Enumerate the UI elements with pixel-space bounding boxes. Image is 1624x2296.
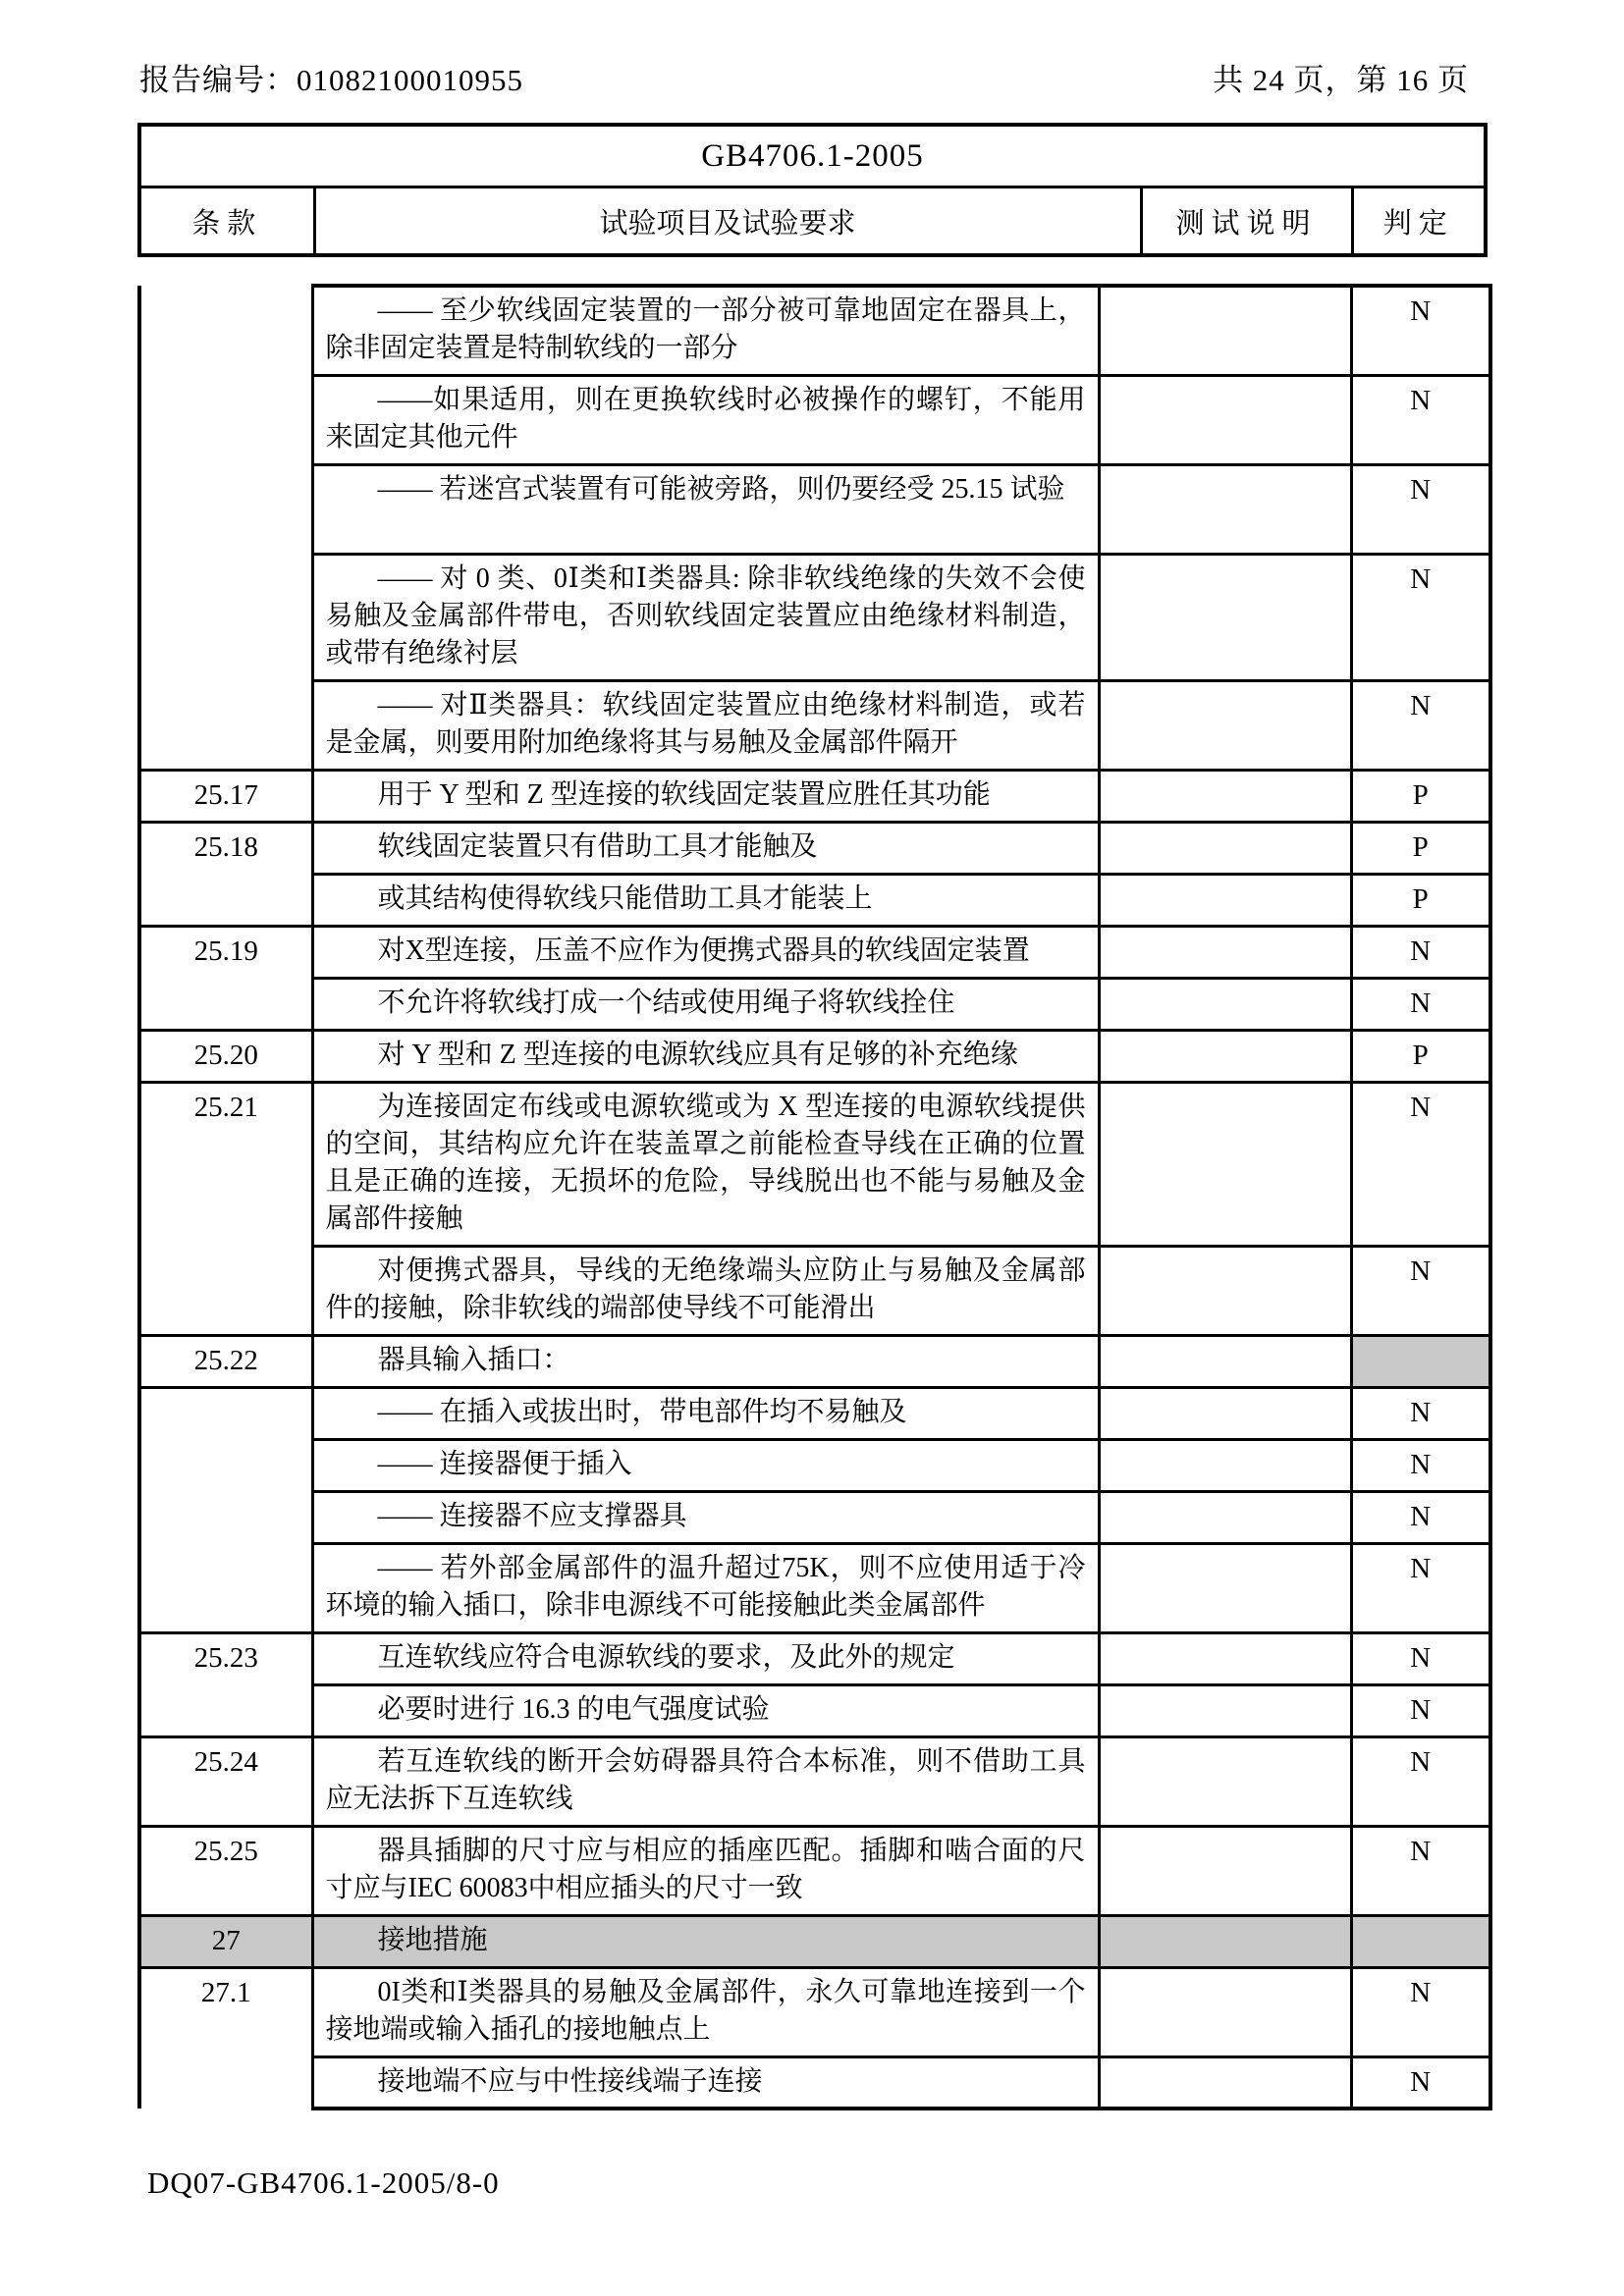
test-item-cell: 对 Y 型和 Z 型连接的电源软线应具有足够的补充绝缘 bbox=[312, 1030, 1099, 1082]
test-note-cell bbox=[1099, 286, 1351, 375]
verdict-cell: N bbox=[1351, 1439, 1490, 1491]
body-table bbox=[137, 284, 1492, 2110]
table-row bbox=[139, 1543, 1490, 1632]
test-item-cell: 对便携式器具，导线的无绝缘端头应防止与易触及金属部件的接触，除非软线的端部使导线不可能滑出 bbox=[312, 1246, 1099, 1335]
doc-code: DQ07-GB4706.1-2005/8-0 bbox=[147, 2165, 500, 2200]
header-table bbox=[137, 123, 1488, 257]
clause-cell: 25.17 bbox=[139, 770, 312, 822]
test-item-cell: 接地措施 bbox=[312, 1915, 1099, 1967]
clause-cell bbox=[139, 286, 312, 770]
test-note-cell bbox=[1099, 822, 1351, 874]
page-header bbox=[139, 55, 1469, 99]
clause-cell bbox=[139, 1387, 312, 1632]
test-note-cell bbox=[1099, 1030, 1351, 1082]
table-row bbox=[139, 680, 1490, 770]
clause-cell: 25.24 bbox=[139, 1736, 312, 1826]
verdict-cell: N bbox=[1351, 286, 1490, 375]
test-item-cell: 用于 Y 型和 Z 型连接的软线固定装置应胜任其功能 bbox=[312, 770, 1099, 822]
test-note-cell bbox=[1099, 926, 1351, 978]
standard-title-row bbox=[139, 125, 1486, 187]
table-row bbox=[139, 554, 1490, 680]
test-item-cell: —— 连接器便于插入 bbox=[312, 1439, 1099, 1491]
table-row bbox=[139, 1915, 1490, 1967]
test-note-cell bbox=[1099, 1632, 1351, 1684]
test-note-cell bbox=[1099, 1736, 1351, 1826]
test-item-cell: —— 在插入或拔出时，带电部件均不易触及 bbox=[312, 1387, 1099, 1439]
verdict-cell: N bbox=[1351, 1387, 1490, 1439]
body-table-rows bbox=[139, 286, 1490, 2109]
verdict-cell: P bbox=[1351, 770, 1490, 822]
test-item-cell: 对X型连接，压盖不应作为便携式器具的软线固定装置 bbox=[312, 926, 1099, 978]
table-row bbox=[139, 1967, 1490, 2056]
test-item-cell: 若互连软线的断开会妨碍器具符合本标准，则不借助工具应无法拆下互连软线 bbox=[312, 1736, 1099, 1826]
table-row bbox=[139, 1632, 1490, 1684]
test-note-cell bbox=[1099, 375, 1351, 464]
clause-cell: 25.18 bbox=[139, 822, 312, 926]
test-note-cell bbox=[1099, 1439, 1351, 1491]
table-row bbox=[139, 1335, 1490, 1387]
table-row bbox=[139, 1491, 1490, 1543]
clause-cell: 27 bbox=[139, 1915, 312, 1967]
page-count: 共 24 页，第 16 页 bbox=[1213, 63, 1469, 97]
clause-cell: 25.20 bbox=[139, 1030, 312, 1082]
test-note-cell bbox=[1099, 874, 1351, 926]
verdict-cell: N bbox=[1351, 1543, 1490, 1632]
test-note-cell bbox=[1099, 770, 1351, 822]
verdict-cell: N bbox=[1351, 1684, 1490, 1736]
page-footer bbox=[147, 2165, 500, 2201]
verdict-cell bbox=[1351, 1335, 1490, 1387]
clause-cell: 25.22 bbox=[139, 1335, 312, 1387]
verdict-cell: P bbox=[1351, 874, 1490, 926]
test-item-cell: 0I类和Ⅰ类器具的易触及金属部件，永久可靠地连接到一个接地端或输入插孔的接地触点上 bbox=[312, 1967, 1099, 2056]
table-row bbox=[139, 1439, 1490, 1491]
test-note-cell bbox=[1099, 1082, 1351, 1246]
test-item-cell: —— 连接器不应支撑器具 bbox=[312, 1491, 1099, 1543]
test-item-cell: —— 至少软线固定装置的一部分被可靠地固定在器具上，除非固定装置是特制软线的一部分 bbox=[312, 286, 1099, 375]
verdict-cell bbox=[1351, 1915, 1490, 1967]
table-row bbox=[139, 375, 1490, 464]
column-header-row bbox=[139, 187, 1486, 256]
table-row bbox=[139, 1826, 1490, 1915]
clause-cell: 25.21 bbox=[139, 1082, 312, 1335]
table-row bbox=[139, 1736, 1490, 1826]
test-item-cell: 必要时进行 16.3 的电气强度试验 bbox=[312, 1684, 1099, 1736]
clause-cell: 27.1 bbox=[139, 1967, 312, 2109]
test-note-cell bbox=[1099, 1387, 1351, 1439]
test-note-cell bbox=[1099, 1335, 1351, 1387]
test-note-cell bbox=[1099, 1491, 1351, 1543]
verdict-cell: N bbox=[1351, 464, 1490, 554]
table-row bbox=[139, 770, 1490, 822]
test-item-cell: ——如果适用，则在更换软线时必被操作的螺钉，不能用来固定其他元件 bbox=[312, 375, 1099, 464]
test-item-cell: —— 若外部金属部件的温升超过75K，则不应使用适于冷环境的输入插口，除非电源线不可能接触此类金属部件 bbox=[312, 1543, 1099, 1632]
test-note-cell bbox=[1099, 1826, 1351, 1915]
verdict-cell: N bbox=[1351, 926, 1490, 978]
test-note-cell bbox=[1099, 1684, 1351, 1736]
test-item-cell: 不允许将软线打成一个结或使用绳子将软线拴住 bbox=[312, 978, 1099, 1030]
table-row bbox=[139, 1387, 1490, 1439]
test-note-cell bbox=[1099, 464, 1351, 554]
test-item-cell: 器具插脚的尺寸应与相应的插座匹配。插脚和啮合面的尺寸应与IEC 60083中相应插头的尺寸一致 bbox=[312, 1826, 1099, 1915]
test-item-cell: —— 对 0 类、0Ⅰ类和Ⅰ类器具: 除非软线绝缘的失效不会使易触及金属部件带电，否则软线固定装置应由绝缘材料制造，或带有绝缘衬层 bbox=[312, 554, 1099, 680]
verdict-cell: N bbox=[1351, 554, 1490, 680]
verdict-cell: N bbox=[1351, 1246, 1490, 1335]
verdict-cell: N bbox=[1351, 1967, 1490, 2056]
test-note-cell bbox=[1099, 978, 1351, 1030]
table-row bbox=[139, 1246, 1490, 1335]
verdict-cell: N bbox=[1351, 375, 1490, 464]
report-number: 报告编号：01082100010955 bbox=[139, 63, 523, 97]
test-note-cell bbox=[1099, 1967, 1351, 2056]
verdict-cell: N bbox=[1351, 1826, 1490, 1915]
table-row bbox=[139, 822, 1490, 874]
verdict-cell: N bbox=[1351, 1736, 1490, 1826]
verdict-cell: N bbox=[1351, 1082, 1490, 1246]
verdict-cell: P bbox=[1351, 1030, 1490, 1082]
column-header-item: 试验项目及试验要求 bbox=[314, 187, 1141, 256]
table-row bbox=[139, 1030, 1490, 1082]
clause-cell: 25.25 bbox=[139, 1826, 312, 1915]
test-note-cell bbox=[1099, 1915, 1351, 1967]
clause-cell: 25.23 bbox=[139, 1632, 312, 1736]
test-note-cell bbox=[1099, 1246, 1351, 1335]
table-row bbox=[139, 1082, 1490, 1246]
table-row bbox=[139, 286, 1490, 375]
verdict-cell: N bbox=[1351, 978, 1490, 1030]
verdict-cell: N bbox=[1351, 2056, 1490, 2109]
table-row bbox=[139, 978, 1490, 1030]
test-item-cell: —— 若迷宫式装置有可能被旁路，则仍要经受 25.15 试验 bbox=[312, 464, 1099, 554]
clause-cell: 25.19 bbox=[139, 926, 312, 1030]
standard-title: GB4706.1-2005 bbox=[139, 125, 1486, 187]
table-row bbox=[139, 926, 1490, 978]
table-row bbox=[139, 874, 1490, 926]
test-item-cell: 或其结构使得软线只能借助工具才能装上 bbox=[312, 874, 1099, 926]
test-item-cell: —— 对Ⅱ类器具：软线固定装置应由绝缘材料制造，或若是金属，则要用附加绝缘将其与易触及金属部件隔开 bbox=[312, 680, 1099, 770]
verdict-cell: P bbox=[1351, 822, 1490, 874]
test-item-cell: 为连接固定布线或电源软缆或为 X 型连接的电源软线提供的空间，其结构应允许在装盖罩之前能检查导线在正确的位置且是正确的连接，无损坏的危险，导线脱出也不能与易触及金属部件接触 bbox=[312, 1082, 1099, 1246]
test-item-cell: 器具输入插口： bbox=[312, 1335, 1099, 1387]
column-header-clause: 条款 bbox=[139, 187, 314, 256]
verdict-cell: N bbox=[1351, 1632, 1490, 1684]
column-header-verdict: 判定 bbox=[1352, 187, 1486, 256]
table-row bbox=[139, 2056, 1490, 2109]
table-row bbox=[139, 464, 1490, 554]
test-item-cell: 互连软线应符合电源软线的要求，及此外的规定 bbox=[312, 1632, 1099, 1684]
test-item-cell: 软线固定装置只有借助工具才能触及 bbox=[312, 822, 1099, 874]
test-item-cell: 接地端不应与中性接线端子连接 bbox=[312, 2056, 1099, 2109]
test-note-cell bbox=[1099, 554, 1351, 680]
verdict-cell: N bbox=[1351, 1491, 1490, 1543]
test-note-cell bbox=[1099, 2056, 1351, 2109]
verdict-cell: N bbox=[1351, 680, 1490, 770]
test-note-cell bbox=[1099, 680, 1351, 770]
column-header-note: 测试说明 bbox=[1141, 187, 1352, 256]
test-note-cell bbox=[1099, 1543, 1351, 1632]
table-row bbox=[139, 1684, 1490, 1736]
